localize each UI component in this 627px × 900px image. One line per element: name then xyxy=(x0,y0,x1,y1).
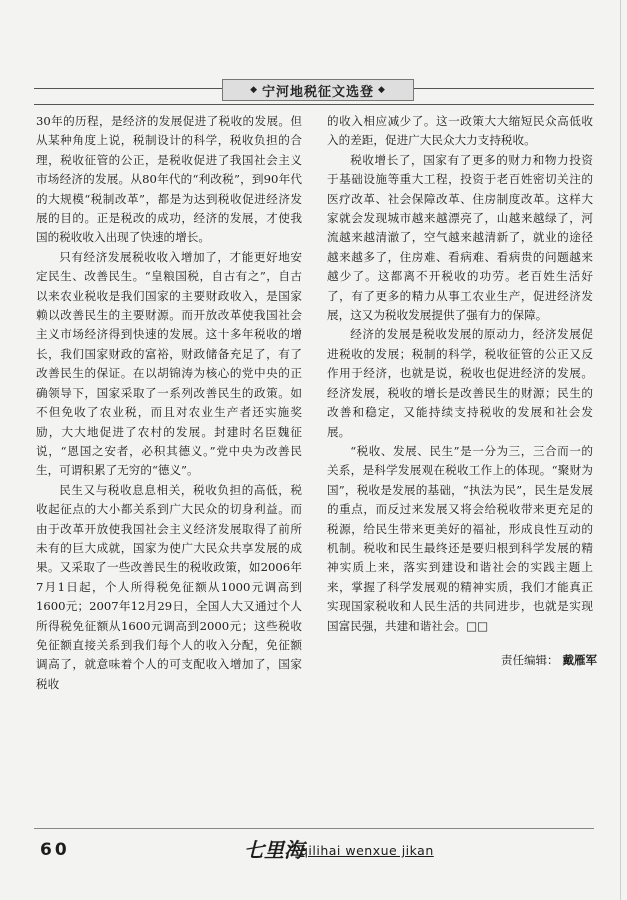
left-column xyxy=(36,112,302,694)
page-number: 60 xyxy=(40,840,70,860)
editor-name: 戴雁军 xyxy=(562,653,597,667)
paragraph: 只有经济发展税收收入增加了，才能更好地安定民生、改善民生。“皇粮国税，自古有之”，自古以来农业税收是我们国家的主要财政收入，是国家赖以改善民生的主要财源。而开放改革使我国社会主义市场经济得到快速的发展。这十多年税收的增长，我们国家财政的富裕，财政储备充足了，有了改善民生的保证。在以胡锦涛为核心的党中央的正确领导下，国家采取了一系列改善民生的政策。如不但免收了农业税，而且对农业生产者还实施奖励，大大地促进了农村的发展。封建时名臣魏征说，“恩国之安者，必积其德义。”党中央为改善民生，可谓积累了无穷的“德义”。 xyxy=(36,249,302,478)
footer-rule xyxy=(34,828,594,829)
paragraph: 税收增长了，国家有了更多的财力和物力投资于基础设施等重大工程，投资于老百姓密切关注的医疗改革、社会保障改革、住房制度改革。这样大家就会发现城市越来越漂亮了，山越来越绿了，河流越来越清澈了，空气越来越清新了，就业的途径越来越多了，住房难、看病难、看病贵的问题越来越少了。这都离不开税收的功劳。老百姓生活好了，有了更多的精力从事工农业生产，促进经济发展，这又为税收发展提供了强有力的保障。 xyxy=(327,152,593,323)
right-column xyxy=(327,112,593,636)
magazine-pinyin: qilihai wenxue jikan xyxy=(300,843,434,858)
bullet-icon: ◆ xyxy=(250,85,258,95)
series-title: 宁河地税征文选登 xyxy=(261,84,374,100)
editor-label: 责任编辑： xyxy=(501,653,559,667)
paragraph: 的收入相应减少了。这一政策大大缩短民众高低收入的差距，促进广大民众大力支持税收。 xyxy=(327,114,593,148)
series-banner xyxy=(222,79,414,101)
bullet-icon: ◆ xyxy=(378,85,386,95)
paragraph: 经济的发展是税收发展的原动力，经济发展促进税收的发展；税制的科学，税收征管的公正又反作用于经济，也就是说，税收也促进经济的发展。经济发展，税收的增长是改善民生的财源；民生的改善和稳定，又能持续支持税收的发展和社会发展。 xyxy=(327,327,593,439)
paragraph: 民生又与税收息息相关，税收负担的高低，税收起征点的大小都关系到广大民众的切身利益。而由于改革开放使我国社会主义经济发展取得了前所未有的巨大成就，国家为使广大民众共享发展的成果。又采取了一些改善民生的税收政策，如2006年7月1日起，个人所得税免征额从1000元调高到1600元；2007年12月29日，全国人大又通过个人所得税免征额从1600元调高到2000元；这些税收免征额直接关系到我们每个人的收入分配，免征额调高了，就意味着个人的可支配收入增加了，国家税收 xyxy=(36,482,302,691)
header-rule-bottom xyxy=(34,104,594,105)
responsible-editor xyxy=(501,652,597,668)
magazine-logo: 七里海 xyxy=(244,838,304,862)
paragraph: “税收、发展、民生”是一分为三，三合而一的关系，是科学发展观在税收工作上的体现。“聚财为国”，税收是发展的基础，“执法为民”，民生是发展的重点，而反过来发展又将会给税收带来更充足的税源，给民生带来更美好的福祉，形成良性互动的机制。税收和民生最终还是要归根到科学发展的精神实质上来，落实到建设和谐社会的实践主题上来，掌握了科学发展观的精神实质，我们才能真正实现国家税收和人民生活的共同进步，也就是实现国富民强，共建和谐社会。□□ xyxy=(327,443,593,633)
paragraph: 30年的历程，是经济的发展促进了税收的发展。但从某种角度上说，税制设计的科学，税收负担的合理，税收征管的公正，是税收促进了我国社会主义市场经济的发展。从80年代的“利改税”，到90年代的大规模“税制改革”，都是为达到税收促进经济发展的目的。正是税改的成功，经济的发展，才使我国的税收收入出现了快速的增长。 xyxy=(36,114,302,245)
scan-edge-divider xyxy=(620,0,621,900)
